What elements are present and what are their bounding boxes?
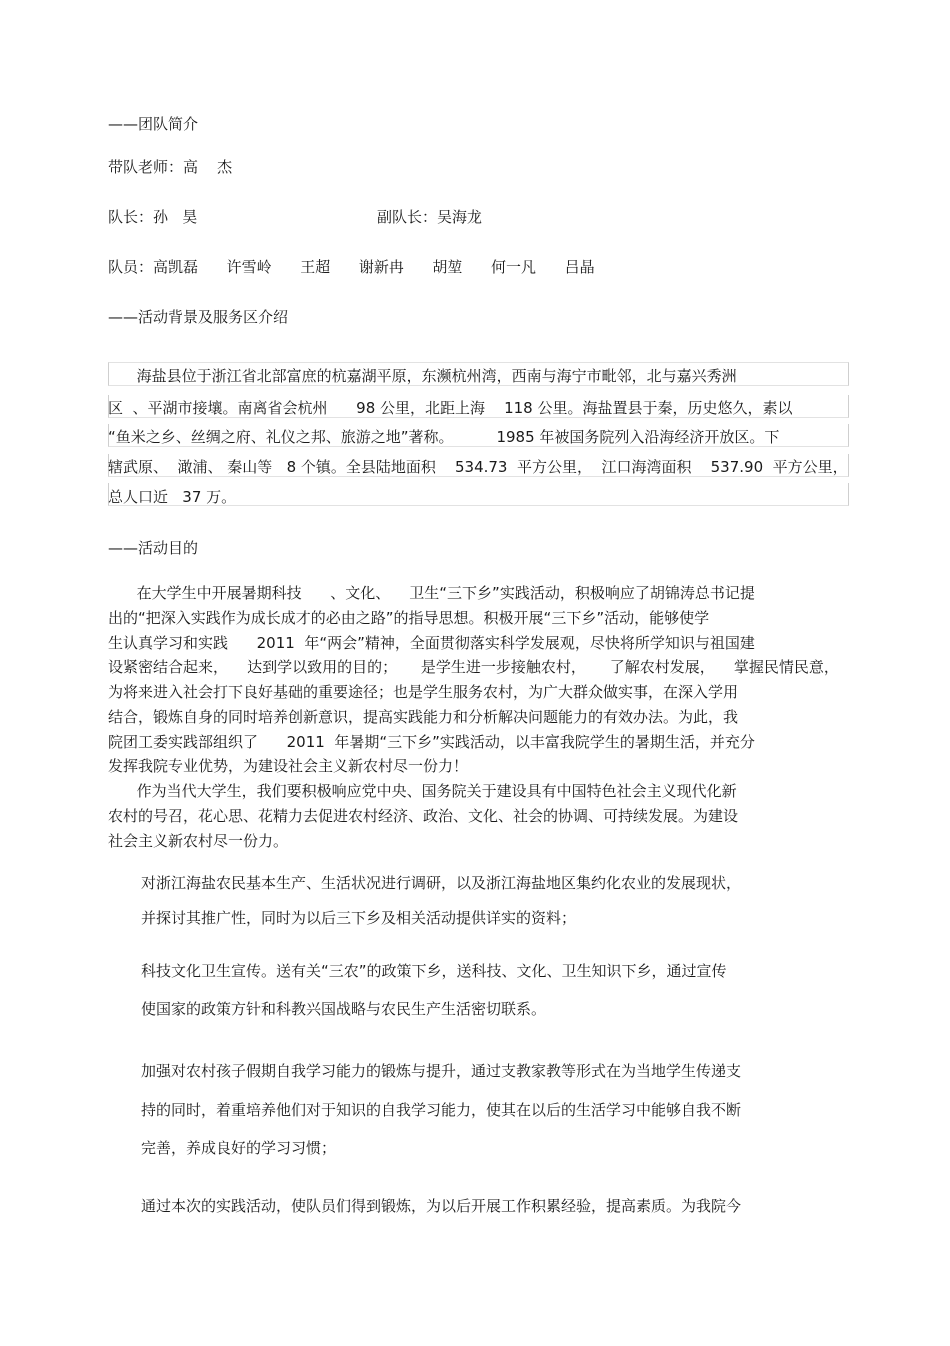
purpose-item-line: 完善，养成良好的学习习惯； <box>141 1139 337 1157</box>
paragraph-line: 作为当代大学生，我们要积极响应党中央、国务院关于建设具有中国特色社会主义现代化新 <box>108 782 737 800</box>
purpose-item-line: 通过本次的实践活动，使队员们得到锻炼，为以后开展工作积累经验，提高素质。为我院今 <box>141 1197 742 1215</box>
paragraph-line: 在大学生中开展暑期科技 、文化、 卫生“三下乡”实践活动，积极响应了胡锦涛总书记提 <box>108 584 755 602</box>
paragraph-line: 农村的号召，花心思、花精力去促进农村经济、政治、文化、社会的协调、可持续发展。为建设 <box>108 807 739 825</box>
paragraph-line: 结合，锻炼自身的同时培养创新意识，提高实践能力和分析解决问题能力的有效办法。为此，我 <box>108 708 739 726</box>
purpose-item-line: 对浙江海盐农民基本生产、生活状况进行调研，以及浙江海盐地区集约化农业的发展现状， <box>141 874 742 892</box>
advisor-line: 带队老师：高 杰 <box>108 158 233 176</box>
purpose-item-line: 使国家的政策方针和科教兴国战略与农民生产生活密切联系。 <box>141 1000 547 1018</box>
paragraph-line: 设紧密结合起来， 达到学以致用的目的； 是学生进一步接触农村， 了解农村发展， 掌握民情民意， <box>108 658 839 676</box>
paragraph-line: 出的“把深入实践作为成长成才的必由之路”的指导思想。积极开展“三下乡”活动，能够使学 <box>108 609 710 627</box>
purpose-item-line: 科技文化卫生宣传。送有关“三农”的政策下乡，送科技、文化、卫生知识下乡，通过宣传 <box>141 962 727 980</box>
purpose-item-line: 加强对农村孩子假期自我学习能力的锻炼与提升，通过支教家教等形式在为当地学生传递支 <box>141 1062 742 1080</box>
background-line: “鱼米之乡、丝绸之府、礼仪之邦、旅游之地”著称。 1985 年被国务院列入沿海经济开放区。下 <box>108 428 780 446</box>
paragraph-line: 为将来进入社会打下良好基础的重要途径；也是学生服务农村，为广大群众做实事，在深入学用 <box>108 683 739 701</box>
background-line: 总人口近 37 万。 <box>108 488 237 506</box>
purpose-heading: ——活动目的 <box>108 539 199 557</box>
members-line: 队员：高凯磊 许雪岭 王超 谢新冉 胡堃 何一凡 吕晶 <box>108 258 595 276</box>
background-heading: ——活动背景及服务区介绍 <box>108 308 289 326</box>
purpose-item-line: 并探讨其推广性，同时为以后三下乡及相关活动提供详实的资料； <box>141 909 577 927</box>
background-line: 辖武原、 澉浦、 秦山等 8 个镇。全县陆地面积 534.73 平方公里， 江口海湾面积 537.90 平方公里， <box>108 458 848 476</box>
paragraph-line: 院团工委实践部组织了 2011 年暑期“三下乡”实践活动，以丰富我院学生的暑期生活，并充分 <box>108 733 755 751</box>
captain-line: 队长：孙 昊 <box>108 208 198 226</box>
paragraph-line: 社会主义新农村尽一份力。 <box>108 832 289 850</box>
team-intro-heading: ——团队简介 <box>108 115 199 133</box>
background-line: 区 、平湖市接壤。南离省会杭州 98 公里，北距上海 118 公里。海盐置县于秦，历史悠久，素以 <box>108 399 793 417</box>
background-line: 海盐县位于浙江省北部富庶的杭嘉湖平原，东濒杭州湾，西南与海宁市毗邻，北与嘉兴秀洲 <box>108 367 737 385</box>
paragraph-line: 生认真学习和实践 2011 年“两会”精神，全面贯彻落实科学发展观，尽快将所学知识与祖国建 <box>108 634 755 652</box>
purpose-item-line: 持的同时，着重培养他们对于知识的自我学习能力，使其在以后的生活学习中能够自我不断 <box>141 1101 742 1119</box>
paragraph-line: 发挥我院专业优势，为建设社会主义新农村尽一份力！ <box>108 757 469 775</box>
vice-captain-line: 副队长：吴海龙 <box>377 208 483 226</box>
